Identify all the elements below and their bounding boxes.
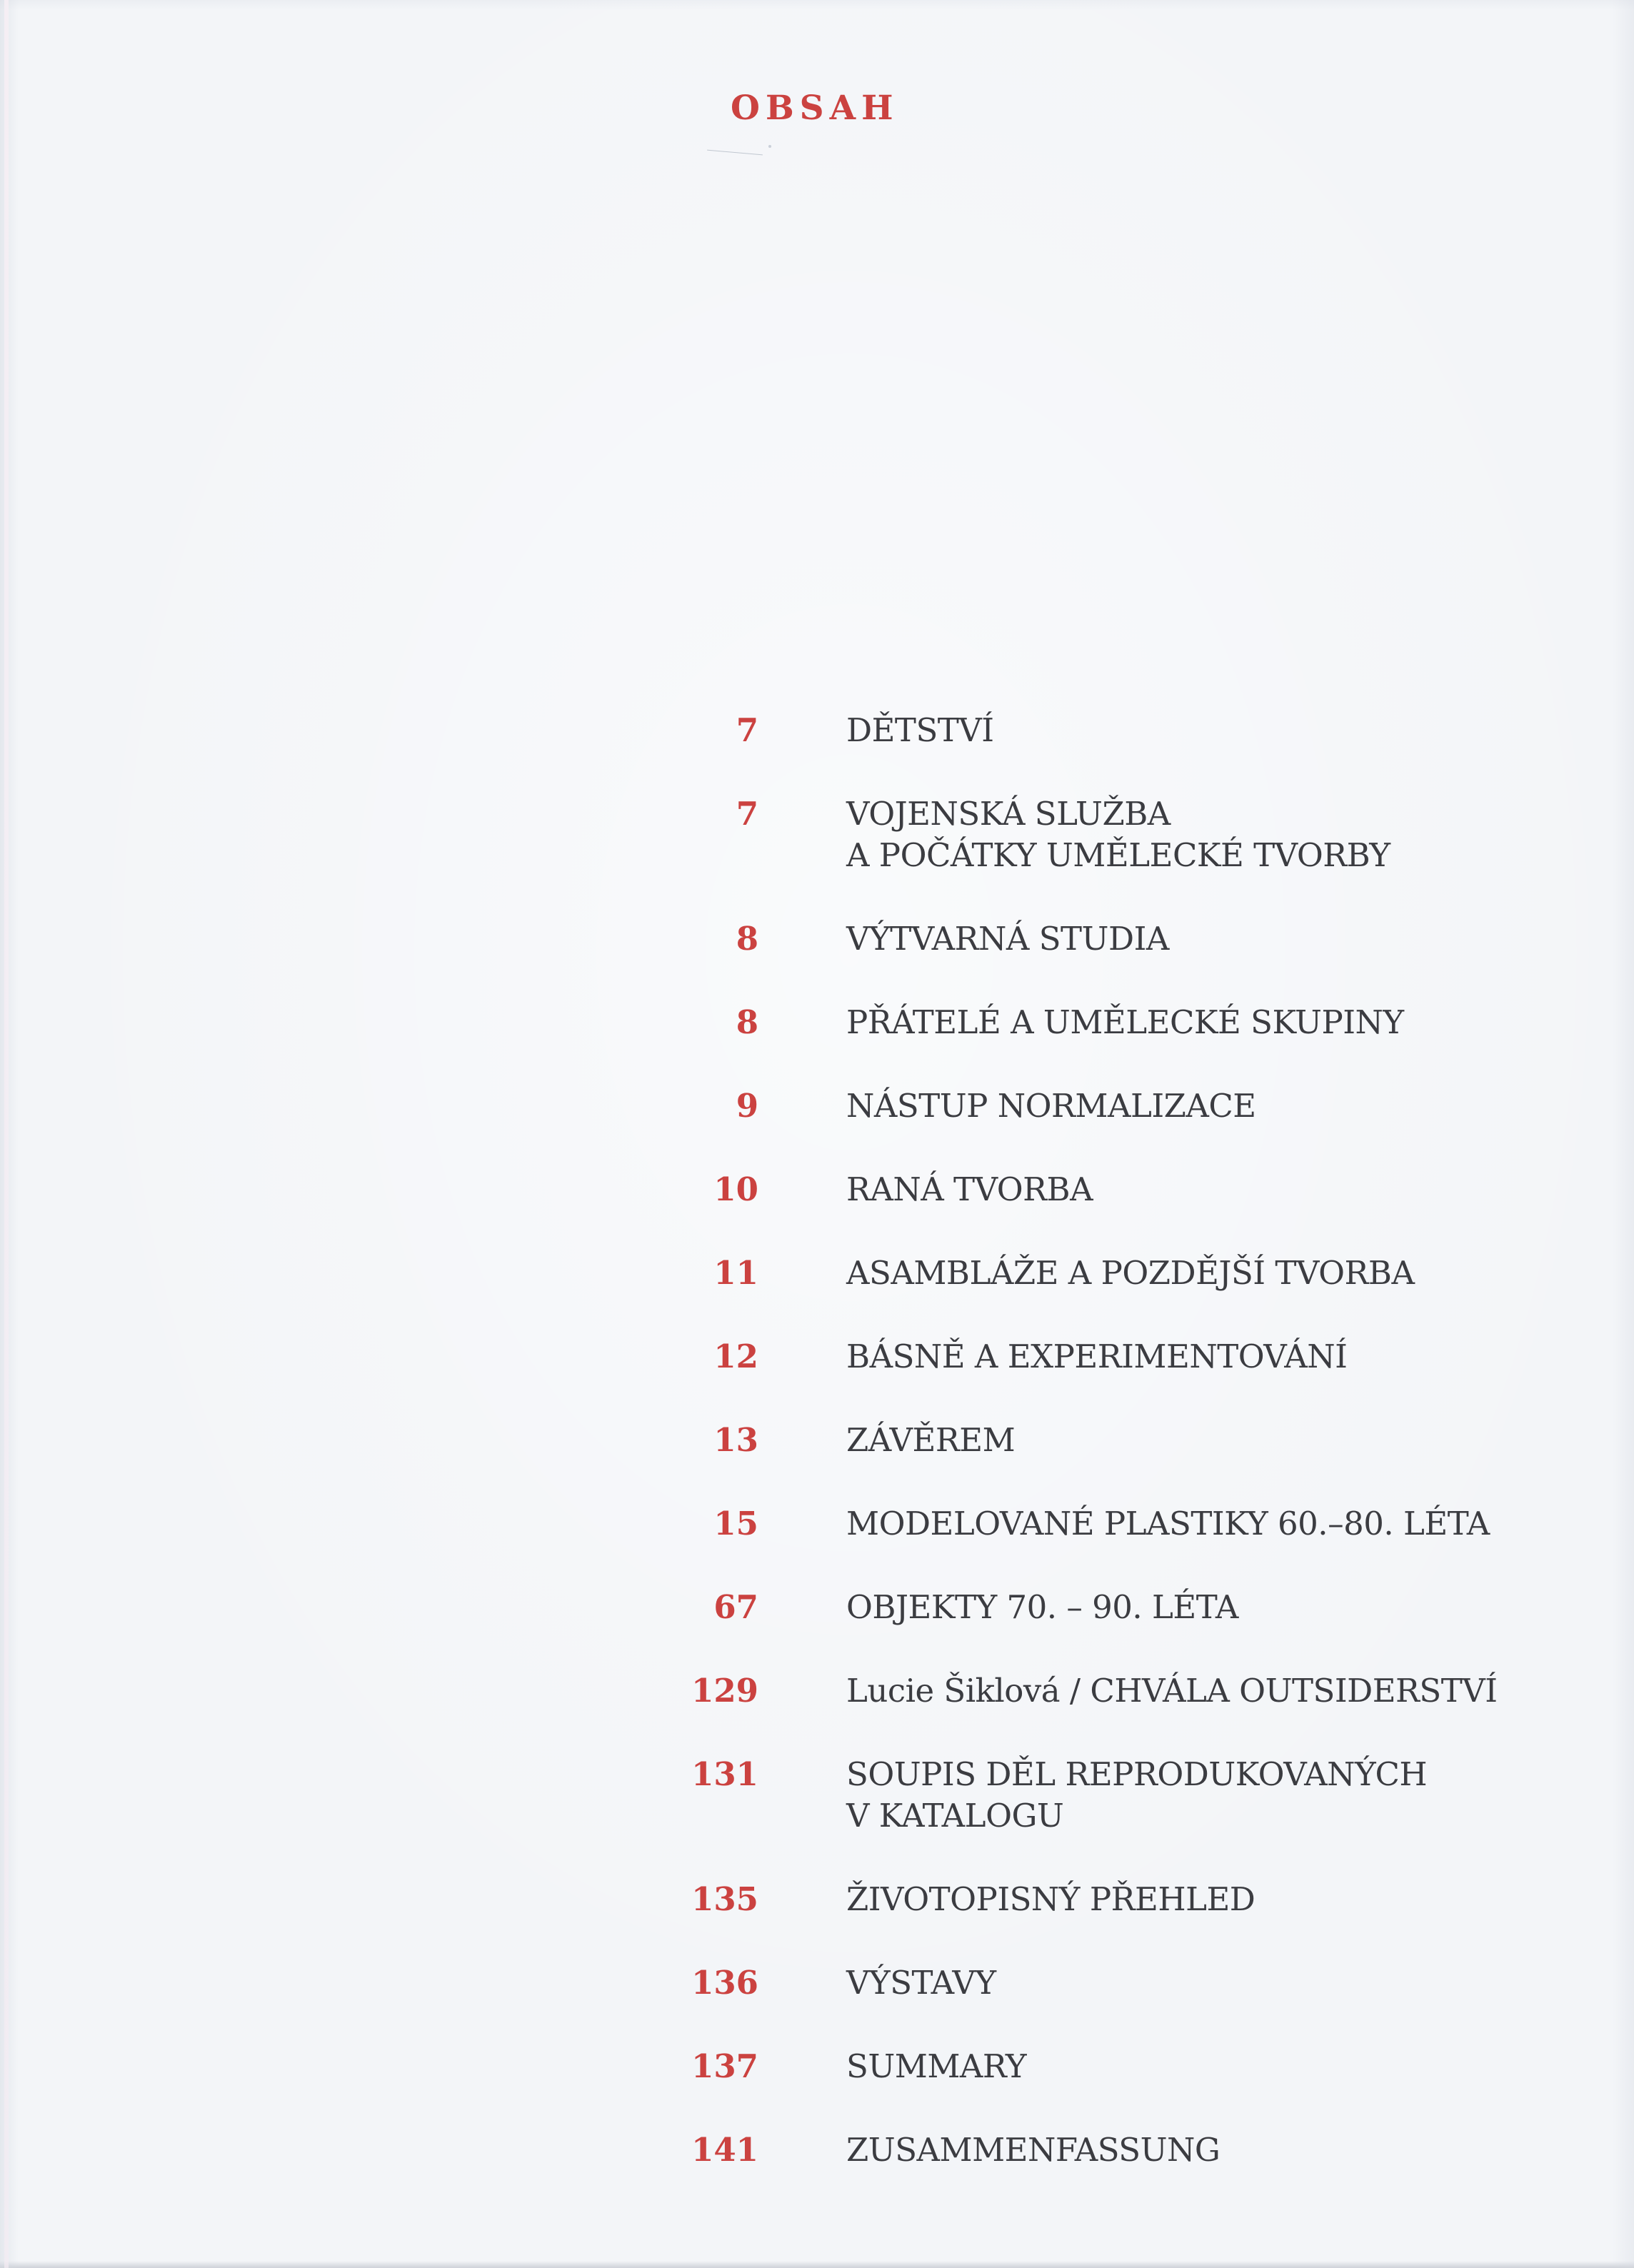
toc-entry-title: [846, 1879, 1255, 1920]
toc-entry-title: [846, 1962, 996, 2004]
scan-speck-artifact: [768, 145, 771, 148]
toc-page-number: 136: [691, 1964, 758, 2002]
toc-page-number: 137: [691, 2047, 758, 2085]
toc-page-number: 141: [691, 2131, 758, 2169]
toc-entry-title-line: A POČÁTKY UMĚLECKÉ TVORBY: [846, 836, 1390, 874]
toc-entry-title-line: ASAMBLÁŽE A POZDĚJŠÍ TVORBA: [846, 1254, 1415, 1292]
toc-entry: [614, 1503, 1521, 1545]
toc-entry-title-line: ZÁVĚREM: [846, 1421, 1016, 1459]
toc-page-number: 9: [736, 1087, 758, 1125]
toc-entry-title-line: Lucie Šiklová / CHVÁLA OUTSIDERSTVÍ: [846, 1672, 1498, 1710]
toc-page-number: 10: [713, 1170, 758, 1208]
table-of-contents: [614, 710, 1521, 2171]
toc-entry-title: [846, 1085, 1256, 1127]
toc-entry-title-line: ŽIVOTOPISNÝ PŘEHLED: [846, 1880, 1255, 1918]
toc-entry-title: [846, 1253, 1414, 1294]
toc-entry-title-line: DĚTSTVÍ: [846, 711, 994, 749]
toc-entry-title-line: BÁSNĚ A EXPERIMENTOVÁNÍ: [846, 1338, 1348, 1375]
toc-page-number: 7: [736, 795, 758, 833]
toc-entry: [614, 1085, 1521, 1127]
toc-entry: [614, 793, 1521, 876]
toc-entry-title-line: SUMMARY: [846, 2047, 1027, 2085]
toc-page-number: 131: [691, 1755, 758, 1793]
toc-entry-title-line: VOJENSKÁ SLUŽBA: [846, 795, 1171, 833]
toc-page-number: 135: [691, 1880, 758, 1918]
toc-entry: [614, 1962, 1521, 2004]
page-title: OBSAH: [731, 89, 899, 128]
scan-scratch-artifact: [707, 150, 763, 156]
toc-entry: [614, 1879, 1521, 1920]
toc-page-number: 8: [736, 920, 758, 958]
toc-entry-title-line: VÝTVARNÁ STUDIA: [846, 920, 1169, 958]
toc-entry: [614, 1420, 1521, 1461]
toc-entry-title-line: OBJEKTY 70. – 90. LÉTA: [846, 1588, 1238, 1626]
toc-page-number: 129: [691, 1672, 758, 1710]
toc-entry: [614, 1169, 1521, 1210]
toc-entry-title: [846, 1587, 1238, 1628]
toc-entry-title: [846, 1169, 1093, 1210]
toc-entry: [614, 1670, 1521, 1712]
toc-entry-title: [846, 2129, 1220, 2171]
toc-entry-title-line: MODELOVANÉ PLASTIKY 60.–80. LÉTA: [846, 1505, 1490, 1542]
toc-entry-title: [846, 1754, 1427, 1837]
page-edge-artifact: [4, 0, 9, 2268]
toc-entry-title-line: PŘÁTELÉ A UMĚLECKÉ SKUPINY: [846, 1003, 1404, 1041]
toc-entry-title: [846, 1002, 1404, 1043]
toc-entry: [614, 1587, 1521, 1628]
toc-entry-title-line: NÁSTUP NORMALIZACE: [846, 1087, 1256, 1125]
toc-entry: [614, 1336, 1521, 1378]
toc-entry-title: [846, 2046, 1026, 2087]
toc-page-number: 12: [713, 1338, 758, 1375]
toc-page-number: 67: [713, 1588, 758, 1626]
toc-entry-title: [846, 1670, 1498, 1712]
toc-entry: [614, 2129, 1521, 2171]
toc-page-number: 13: [713, 1421, 758, 1459]
toc-entry-title: [846, 918, 1169, 960]
toc-page-number: 8: [736, 1003, 758, 1041]
toc-entry: [614, 1253, 1521, 1294]
toc-entry: [614, 1754, 1521, 1837]
toc-entry-title: [846, 1336, 1347, 1378]
toc-entry-title: [846, 1420, 1015, 1461]
toc-entry-title: [846, 1503, 1490, 1545]
toc-entry-title: [846, 793, 1390, 876]
toc-entry: [614, 1002, 1521, 1043]
toc-entry-title: [846, 710, 994, 751]
toc-entry: [614, 2046, 1521, 2087]
toc-entry-title-line: V KATALOGU: [846, 1797, 1064, 1835]
toc-page-number: 11: [713, 1254, 758, 1292]
toc-entry: [614, 918, 1521, 960]
toc-page-number: 15: [713, 1505, 758, 1542]
toc-entry-title-line: VÝSTAVY: [846, 1964, 996, 2002]
toc-entry-title-line: SOUPIS DĚL REPRODUKOVANÝCH: [846, 1755, 1428, 1793]
toc-entry-title-line: RANÁ TVORBA: [846, 1170, 1093, 1208]
toc-entry: [614, 710, 1521, 751]
toc-page-number: 7: [736, 711, 758, 749]
toc-entry-title-line: ZUSAMMENFASSUNG: [846, 2131, 1221, 2169]
